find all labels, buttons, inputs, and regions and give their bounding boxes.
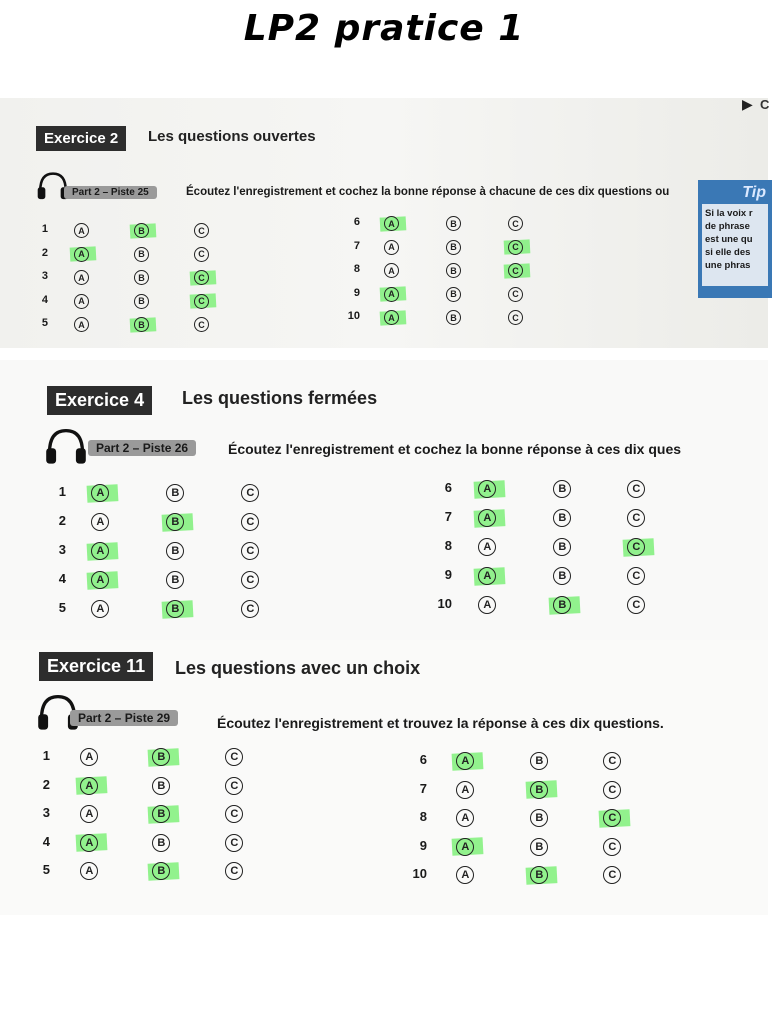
answer-option-a[interactable]: A [456,838,474,856]
answer-option-a[interactable]: A [384,263,399,278]
question-row [0,308,768,332]
question-row [0,536,768,560]
answer-option-b[interactable]: B [530,809,548,827]
answer-option-b[interactable]: B [166,484,184,502]
answer-option-c[interactable]: C [194,294,209,309]
question-number: 2 [41,246,48,259]
answer-option-c[interactable]: C [225,777,243,795]
tip-line: de phrase [705,221,750,232]
answer-option-c[interactable]: C [194,223,209,238]
answer-option-c[interactable]: C [603,838,621,856]
tip-line: une phras [705,260,751,271]
answer-option-a[interactable]: A [74,247,89,262]
answer-option-c[interactable]: C [225,862,243,880]
answer-option-c[interactable]: C [627,538,645,556]
answer-option-c[interactable]: C [627,509,645,527]
answer-option-a[interactable]: A [478,538,496,556]
answer-option-a[interactable]: A [384,287,399,302]
answer-option-b[interactable]: B [152,748,170,766]
answer-option-c[interactable]: C [225,805,243,823]
question-number: 2 [42,776,50,792]
tip-line: Si la voix r [705,208,753,219]
answer-option-a[interactable]: A [478,509,496,527]
exercise-title: Les questions fermées [182,388,378,408]
answer-option-a[interactable]: A [456,781,474,799]
answer-option-a[interactable]: A [74,317,89,332]
tip-heading: Tip [742,184,766,201]
track-label: Part 2 – Piste 29 [70,710,178,726]
headphones-icon [44,426,88,471]
answer-option-b[interactable]: B [166,571,184,589]
answer-option-b[interactable]: B [553,538,571,556]
answer-option-a[interactable]: A [74,223,89,238]
answer-option-c[interactable]: C [627,596,645,614]
corner-letter: C [760,97,770,112]
question-number: 8 [419,809,427,824]
question-number: 7 [353,239,360,252]
answer-option-b[interactable]: B [530,866,548,884]
answer-option-c[interactable]: C [508,240,523,255]
question-row [0,285,768,309]
question-number: 3 [58,542,66,557]
exercise-badge: Exercice 11 [39,652,153,681]
exercise-title: Les questions ouvertes [148,128,316,145]
answer-option-b[interactable]: B [553,567,571,585]
question-number: 7 [444,509,452,524]
question-number: 1 [58,484,66,499]
answer-option-a[interactable]: A [91,513,109,531]
answer-option-a[interactable]: A [80,834,98,852]
answer-option-a[interactable]: A [91,542,109,560]
answer-option-c[interactable]: C [603,866,621,884]
question-number: 4 [42,833,50,849]
question-row [0,776,768,803]
answer-option-b[interactable]: B [134,294,149,309]
question-row [0,214,768,238]
question-number: 1 [42,748,50,763]
answer-option-c[interactable]: C [194,270,209,285]
answer-option-a[interactable]: A [384,240,399,255]
question-number: 10 [347,310,360,322]
question-number: 6 [419,752,427,767]
answer-option-a[interactable]: A [80,862,98,880]
answer-option-c[interactable]: C [241,513,259,531]
track-label: Part 2 – Piste 26 [88,440,196,456]
question-row [0,833,768,860]
answer-option-a[interactable]: A [384,216,399,231]
answer-option-c[interactable]: C [603,809,621,827]
tip-line: est une qu [705,234,753,245]
question-number: 6 [444,480,452,495]
instruction-text: Écoutez l'enregistrement et trouvez la réponse à ces dix questions. [217,715,664,731]
answer-option-c[interactable]: C [241,571,259,589]
answer-option-c[interactable]: C [508,216,523,231]
answer-option-b[interactable]: B [553,509,571,527]
answer-option-c[interactable]: C [241,484,259,502]
question-number: 9 [353,286,360,299]
answer-option-a[interactable]: A [80,748,98,766]
question-number: 9 [444,567,452,582]
answer-option-a[interactable]: A [80,805,98,823]
answer-option-b[interactable]: B [446,240,461,255]
question-row [0,565,768,589]
answer-option-b[interactable]: B [152,805,170,823]
answer-option-b[interactable]: B [134,223,149,238]
answer-option-b[interactable]: B [152,834,170,852]
question-number: 5 [41,317,48,329]
answer-option-b[interactable]: B [446,216,461,231]
answer-option-a[interactable]: A [91,600,109,618]
question-number: 5 [42,862,50,877]
answer-option-b[interactable]: B [553,480,571,498]
question-number: 10 [412,866,427,881]
answer-option-c[interactable]: C [627,567,645,585]
page-title: LP2 pratice 1 [243,8,525,49]
question-row [0,238,768,262]
question-number: 2 [58,513,66,528]
answer-option-b[interactable]: B [152,777,170,795]
question-row [0,478,768,502]
answer-option-a[interactable]: A [478,480,496,498]
question-number: 5 [58,600,66,615]
instruction-text: Écoutez l'enregistrement et cochez la bonne réponse à ces dix ques [228,441,682,457]
exercise-badge: Exercice 2 [36,126,126,151]
answer-option-a[interactable]: A [478,596,496,614]
question-number: 8 [444,538,452,553]
answer-option-c[interactable]: C [603,781,621,799]
answer-option-c[interactable]: C [225,834,243,852]
answer-option-c[interactable]: C [603,752,621,770]
question-number: 7 [419,780,427,796]
question-row [0,594,768,618]
question-number: 8 [353,263,360,275]
answer-option-a[interactable]: A [456,866,474,884]
question-number: 3 [42,805,50,820]
answer-option-c[interactable]: C [508,287,523,302]
answer-option-b[interactable]: B [530,838,548,856]
question-number: 4 [41,293,48,306]
exercise-title: Les questions avec un choix [175,658,421,678]
answer-option-b[interactable]: B [152,862,170,880]
answer-option-c[interactable]: C [194,247,209,262]
question-number: 3 [41,270,48,282]
answer-option-c[interactable]: C [225,748,243,766]
answer-option-b[interactable]: B [530,781,548,799]
answer-option-b[interactable]: B [134,270,149,285]
answer-option-b[interactable]: B [134,317,149,332]
answer-option-a[interactable]: A [91,571,109,589]
answer-option-b[interactable]: B [553,596,571,614]
answer-option-c[interactable]: C [627,480,645,498]
instruction-text: Écoutez l'enregistrement et cochez la bonne réponse à chacune de ces dix questions ou [186,186,670,198]
answer-option-b[interactable]: B [166,542,184,560]
answer-option-a[interactable]: A [456,809,474,827]
answer-option-a[interactable]: A [91,484,109,502]
answer-option-a[interactable]: A [478,567,496,585]
question-row [0,807,768,831]
answer-option-a[interactable]: A [384,310,399,325]
answer-option-c[interactable]: C [508,310,523,325]
answer-option-a[interactable]: A [74,294,89,309]
answer-option-a[interactable]: A [456,752,474,770]
question-number: 1 [41,223,48,235]
question-row [0,750,768,774]
question-row [0,864,768,888]
exercise-badge: Exercice 4 [47,386,152,415]
answer-option-b[interactable]: B [446,310,461,325]
play-arrow-icon: ▶ [742,96,753,112]
question-number: 9 [419,837,427,853]
answer-option-b[interactable]: B [446,287,461,302]
answer-option-c[interactable]: C [194,317,209,332]
question-row [0,507,768,531]
question-number: 10 [437,596,452,611]
answer-option-b[interactable]: B [134,247,149,262]
answer-option-a[interactable]: A [74,270,89,285]
answer-option-c[interactable]: C [508,263,523,278]
answer-option-c[interactable]: C [241,600,259,618]
answer-option-b[interactable]: B [166,513,184,531]
answer-option-b[interactable]: B [166,600,184,618]
answer-option-b[interactable]: B [446,263,461,278]
tip-line: si elle des [705,247,751,258]
answer-option-a[interactable]: A [80,777,98,795]
answer-option-b[interactable]: B [530,752,548,770]
answer-option-c[interactable]: C [241,542,259,560]
question-row [0,261,768,285]
track-label: Part 2 – Piste 25 [64,186,157,199]
question-number: 6 [353,216,360,228]
question-number: 4 [58,571,66,586]
